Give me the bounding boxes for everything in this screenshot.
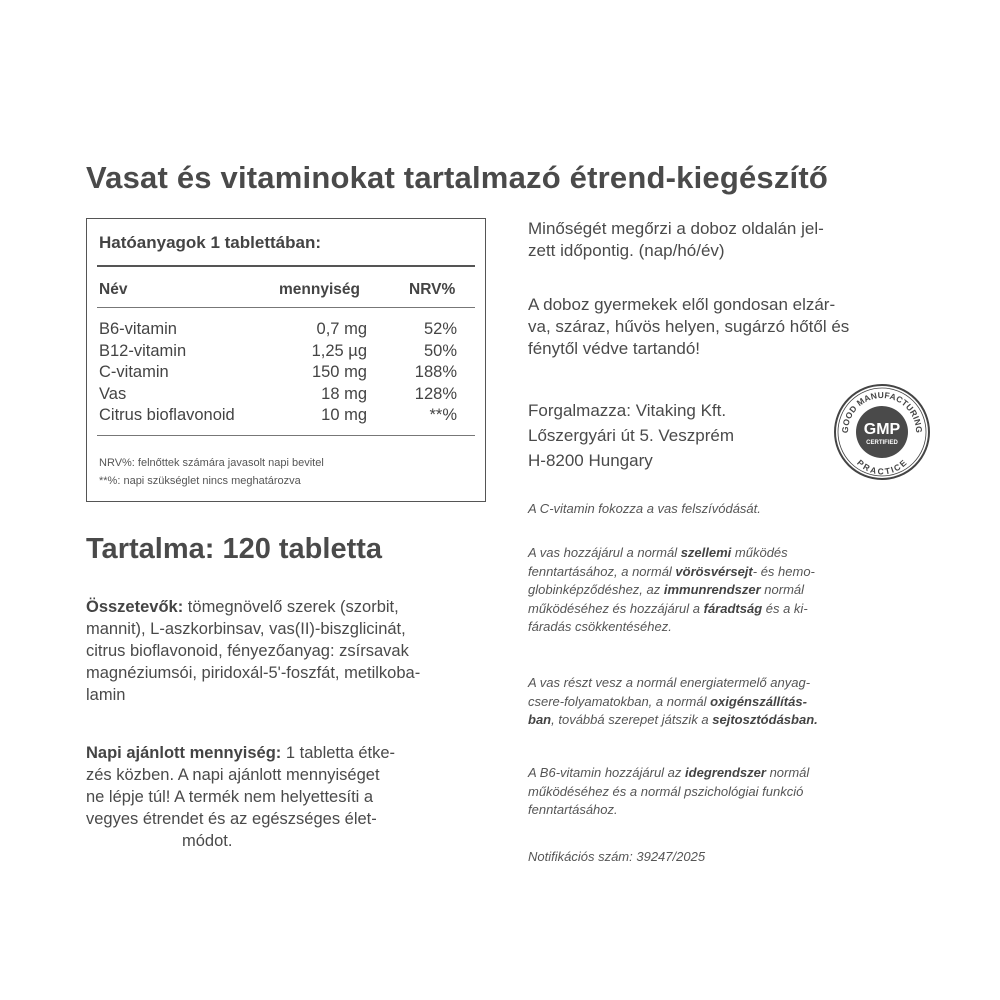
claim-b6 [528,764,932,820]
dosage-text: 1 tabletta étke- [281,744,396,762]
claim-text: A vas hozzájárul a normál [528,545,681,560]
claim-line [528,764,932,783]
claim-line: fenntartásához. [528,802,618,817]
claim-iron-energy [528,674,932,730]
row-name: Citrus bioflavonoid [99,406,235,424]
row-nrv: 50% [423,341,457,360]
claim-vitamin-c: A C-vitamin fokozza a vas felszívódását. [528,501,761,516]
table-row [99,405,469,427]
claim-line [528,711,932,730]
column-header-nrv: NRV% [409,281,456,298]
table-row [99,341,469,363]
storage-line: va, száraz, hűvös helyen, sugárzó hőtől és [528,317,850,336]
row-nrv: 128% [414,384,457,403]
storage-text [528,294,932,360]
ingredients-line: lamin [86,686,126,704]
table-rule-bottom [97,435,475,436]
claim-bold: szellemi [680,545,732,560]
storage-line: fénytől védve tartandó! [528,339,701,358]
ingredients-text: tömegnövelő szerek (szorbit, [183,598,399,616]
claim-text: működéséhez és hozzájárul a [528,600,704,616]
claim-text: működés [731,545,788,560]
distributor-line: H-8200 Hungary [528,451,653,470]
distributor-line: Lőszergyári út 5. Veszprém [528,426,734,445]
claim-line [528,600,932,619]
row-name: C-vitamin [99,363,169,381]
row-amount: 10 mg [321,406,367,424]
row-nrv: **% [429,406,457,424]
footnote-nrv: NRV%: felnőttek számára javasolt napi bevitel [99,457,324,469]
table-heading: Hatóanyagok 1 tablettában: [99,233,321,252]
distributor-line: Forgalmazza: Vitaking Kft. [528,401,727,420]
claim-line [528,693,932,712]
seal-bottom-text: PRACTICE [855,457,909,477]
claim-line [528,581,932,600]
claim-line: A vas részt vesz a normál energiatermelő anyag- [528,675,811,690]
claim-bold: idegrendszer [685,765,766,780]
claim-text: , továbbá szerepet játszik a [551,712,713,727]
claim-line [528,544,932,563]
claim-bold: oxigénszállítás- [710,693,807,709]
page-title: Vasat és vitaminokat tartalmazó étrend-kiegészítő [86,160,829,195]
column-header-amount: mennyiség [279,281,360,298]
ingredients-line: mannit), L-aszkorbinsav, vas(II)-biszglicinát, [86,620,406,638]
svg-text:PRACTICE [855,457,909,476]
row-amount: 0,7 mg [316,320,367,338]
claim-bold: immunrendszer [663,582,761,597]
ingredients-paragraph [86,596,486,706]
row-amount: 1,25 µg [311,341,367,360]
table-row [99,319,469,341]
claim-bold: vörösvérsejt [675,563,753,579]
claim-bold: ban [528,712,552,727]
claim-line: fáradás csökkentéséhez. [528,619,672,634]
ingredients-line: citrus bioflavonoid, fényezőanyag: zsírsavak [86,642,409,660]
claim-text: - és hemo- [752,563,815,579]
claim-text: fenntartásához, a normál [528,563,676,579]
claim-line [528,563,932,582]
footnote-stars: **%: napi szükséglet nincs meghatározva [99,475,301,487]
dosage-paragraph [86,742,486,852]
dosage-line [86,742,486,764]
ingredients-label: Összetevők: [86,598,184,616]
gmp-seal-icon [832,382,932,482]
table-rule-top [97,265,475,267]
claim-text: A B6-vitamin hozzájárul az [528,765,686,780]
contents-heading: Tartalma: 120 tabletta [86,533,383,565]
ingredients-line [86,596,486,618]
ingredients-table-box [86,218,486,502]
distributor-text [528,400,828,475]
seal-sub-text: CERTIFIED [866,440,898,446]
notification-number: Notifikációs szám: 39247/2025 [528,849,706,864]
claim-line: működéséhez és a normál pszichológiai funkció [528,783,804,799]
row-amount: 18 mg [321,384,367,403]
claim-bold: fáradtság [703,600,763,616]
table-row [99,384,469,406]
row-name: B12-vitamin [99,341,187,360]
dosage-label: Napi ajánlott mennyiség: [86,744,282,762]
claim-text: normál [760,582,805,597]
best-before-text [528,218,932,262]
column-header-name: Név [99,281,128,298]
row-nrv: 52% [423,320,457,338]
row-name: Vas [99,384,127,403]
claim-text: globinképződéshez, az [528,582,664,597]
table-rule-mid [97,307,475,308]
dosage-line: zés közben. A napi ajánlott mennyiséget [86,766,380,784]
claim-text: és a ki- [762,600,808,616]
claim-text: normál [765,765,810,780]
table-body [99,319,469,427]
seal-center-text: GMP [863,421,901,438]
row-name: B6-vitamin [99,320,177,338]
dosage-line: ne lépje túl! A termék nem helyettesíti a [86,788,374,806]
best-before-line: zett időpontig. (nap/hó/év) [528,241,725,260]
claim-bold: sejtosztódásban. [712,712,818,727]
storage-line: A doboz gyermekek elől gondosan elzár- [528,295,836,314]
seal-top-text: GOOD MANUFACTURING [839,389,925,434]
dosage-line: vegyes étrendet és az egészséges élet- [86,810,377,828]
best-before-line: Minőségét megőrzi a doboz oldalán jel- [528,219,824,238]
table-row [99,362,469,384]
row-amount: 150 mg [311,363,367,381]
claim-text: csere-folyamatokban, a normál [528,693,711,709]
claim-iron-cognitive [528,544,932,637]
dosage-line: módot. [182,832,233,850]
row-nrv: 188% [414,363,457,381]
ingredients-line: magnéziumsói, piridoxál-5'-foszfát, metilkoba- [86,664,421,682]
